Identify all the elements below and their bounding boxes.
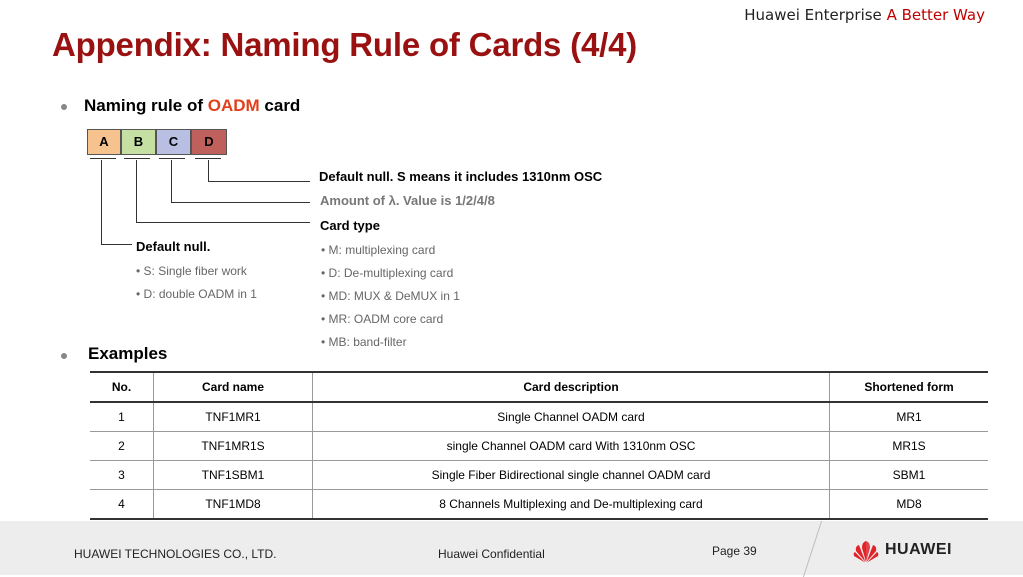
cell-no: 3	[90, 461, 154, 490]
huawei-logo-icon	[853, 538, 879, 564]
cell-shortened-form: SBM1	[830, 461, 989, 490]
footer-confidential: Huawei Confidential	[438, 547, 545, 561]
cell-card-description: 8 Channels Multiplexing and De-multiplexing card	[313, 490, 830, 520]
cell-card-description: Single Channel OADM card	[313, 402, 830, 432]
examples-heading: Examples	[88, 344, 168, 363]
connector-c-vertical	[171, 160, 172, 202]
cell-card-description: Single Fiber Bidirectional single channel OADM card	[313, 461, 830, 490]
column-header: Shortened form	[830, 372, 989, 402]
cell-shortened-form: MR1	[830, 402, 989, 432]
huawei-logo-text: HUAWEI	[885, 541, 952, 558]
connector-d-vertical	[208, 160, 209, 181]
code-box-d: D	[191, 129, 227, 155]
cell-shortened-form: MD8	[830, 490, 989, 520]
a-item: • S: Single fiber work	[136, 264, 247, 278]
connector-c-horizontal	[171, 202, 310, 203]
table-row	[90, 490, 988, 520]
column-header: Card description	[313, 372, 830, 402]
cell-no: 4	[90, 490, 154, 520]
cell-card-name: TNF1SBM1	[154, 461, 313, 490]
b-item: • MD: MUX & DeMUX in 1	[321, 289, 460, 303]
cell-card-name: TNF1MR1S	[154, 432, 313, 461]
cell-no: 1	[90, 402, 154, 432]
b-item: • D: De-multiplexing card	[321, 266, 454, 280]
b-item: • MR: OADM core card	[321, 312, 444, 326]
connector-b-vertical	[136, 160, 137, 222]
b-item: • MB: band-filter	[321, 335, 407, 349]
brand-header	[744, 6, 985, 24]
d-description: Default null. S means it includes 1310nm OSC	[319, 169, 603, 184]
table-row	[90, 402, 988, 432]
footer-page-number: Page 39	[712, 544, 757, 558]
table-row	[90, 432, 988, 461]
column-header: No.	[90, 372, 154, 402]
cell-card-name: TNF1MD8	[154, 490, 313, 520]
cell-card-description: single Channel OADM card With 1310nm OSC	[313, 432, 830, 461]
brand-tagline: A Better Way	[886, 6, 985, 24]
underline-d	[195, 158, 221, 159]
naming-heading-suffix: card	[259, 96, 301, 115]
column-header: Card name	[154, 372, 313, 402]
table-header-row	[90, 372, 988, 402]
connector-d-horizontal	[208, 181, 310, 182]
cell-shortened-form: MR1S	[830, 432, 989, 461]
connector-a-horizontal	[101, 244, 132, 245]
underline-c	[159, 158, 185, 159]
underline-b	[124, 158, 150, 159]
naming-heading	[84, 96, 300, 116]
footer-company: HUAWEI TECHNOLOGIES CO., LTD.	[74, 547, 277, 561]
table-row	[90, 461, 988, 490]
cell-no: 2	[90, 432, 154, 461]
code-box-b: B	[121, 129, 156, 155]
code-box-c: C	[156, 129, 191, 155]
naming-heading-prefix: Naming rule of	[84, 96, 208, 115]
naming-heading-highlight: OADM	[207, 96, 260, 115]
underline-a	[90, 158, 116, 159]
a-item: • D: double OADM in 1	[136, 287, 257, 301]
page-title: Appendix: Naming Rule of Cards (4/4)	[52, 26, 638, 63]
code-box-a: A	[87, 129, 121, 155]
bullet-dot-icon	[61, 353, 67, 359]
connector-b-horizontal	[136, 222, 310, 223]
b-item: • M: multiplexing card	[321, 243, 436, 257]
a-title: Default null.	[136, 239, 211, 254]
examples-table	[90, 371, 988, 520]
b-title: Card type	[320, 218, 380, 233]
c-description: Amount of λ. Value is 1/2/4/8	[320, 193, 495, 208]
bullet-dot-icon	[61, 104, 67, 110]
cell-card-name: TNF1MR1	[154, 402, 313, 432]
brand-name: Huawei Enterprise	[744, 6, 882, 24]
connector-a-vertical	[101, 160, 102, 244]
